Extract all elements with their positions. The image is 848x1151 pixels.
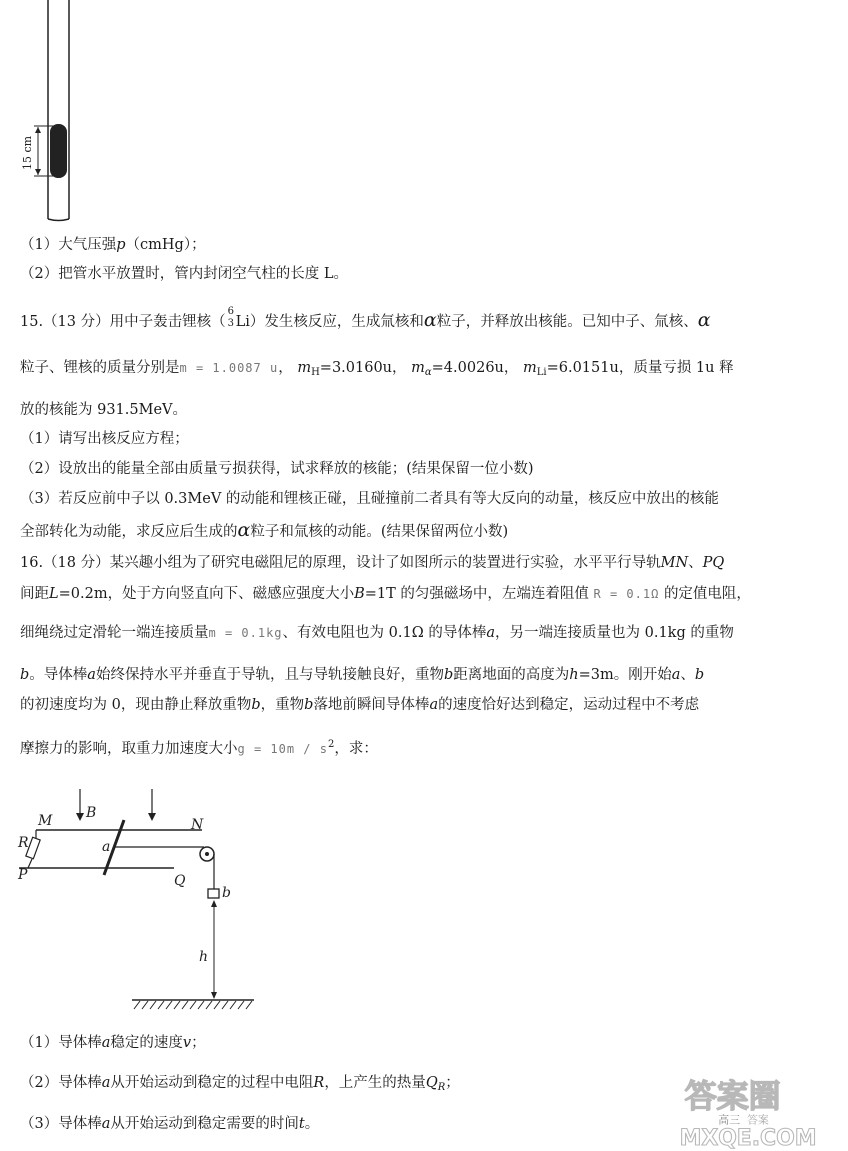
label-h: h <box>199 949 209 965</box>
label-B: B <box>86 805 97 821</box>
q15-masses: 粒子、锂核的质量分别是m = 1.0087 u， $m_H=3.0160u$， $m_\alpha=4.0026u$， $m_{Li}=6.0151u$，质量亏损 1u 释 <box>20 360 734 378</box>
mercury-column <box>50 124 67 178</box>
rail-figure <box>14 785 264 1015</box>
q15-sub1: （1）请写出核反应方程； <box>20 431 189 447</box>
q16-line1: 16.（18 分）某兴趣小组为了研究电磁阻尼的原理，设计了如图所示的装置进行实验，水平平行导轨MN、PQ <box>20 555 725 571</box>
tube-figure <box>14 0 74 222</box>
label-a: a <box>102 839 111 855</box>
label-P: P <box>18 867 28 883</box>
q16-sub3: （3）导体棒a从开始运动到稳定需要的时间t。 <box>20 1116 320 1132</box>
q16-line3: 细绳绕过定滑轮一端连接质量m = 0.1kg、有效电阻也为 0.1Ω 的导体棒a，另一端连接质量也为 0.1kg 的重物 <box>20 625 734 641</box>
label-b: b <box>222 885 231 901</box>
q15-sub3a: （3）若反应前中子以 0.3MeV 的动能和锂核正碰，且碰撞前二者具有等大反向的动量，核反应中放出的核能 <box>20 491 719 507</box>
watermark-tag: 高三 <box>718 1113 741 1127</box>
tube-scale-label: 15 cm <box>21 135 34 170</box>
q16-line4: b。导体棒a始终保持水平并垂直于导轨，且与导轨接触良好，重物b距离地面的高度为h=3m。刚开始a、b <box>20 667 705 683</box>
label-R: R <box>18 835 29 851</box>
watermark-logo <box>662 1069 842 1149</box>
q16-line5: 的初速度均为 0，现由静止释放重物b，重物b落地前瞬间导体棒a的速度恰好达到稳定，运动过程中不考虑 <box>20 697 700 713</box>
label-N: N <box>191 817 204 833</box>
watermark-tag2: 答案 <box>746 1113 769 1127</box>
label-M: M <box>38 813 53 829</box>
weight-b <box>208 889 219 898</box>
q16-line2: 间距L=0.2m，处于方向竖直向下、磁感应强度大小B=1T 的匀强磁场中，左端连着阻值 R = 0.1Ω 的定值电阻， <box>20 586 751 602</box>
watermark-url: MXQE.COM <box>679 1125 817 1149</box>
watermark-title: 答案圈 <box>684 1076 781 1115</box>
q15-sub3b: 全部转化为动能，求反应后生成的α粒子和氚核的动能。(结果保留两位小数) <box>20 519 509 541</box>
q15-sub2: （2）设放出的能量全部由质量亏损获得，试求释放的核能；(结果保留一位小数) <box>20 461 534 477</box>
q16-sub2: （2）导体棒a从开始运动到稳定的过程中电阻R，上产生的热量$Q_R$； <box>20 1075 460 1093</box>
q16-sub1: （1）导体棒a稳定的速度v； <box>20 1035 206 1051</box>
q14-sub2: （2）把管水平放置时，管内封闭空气柱的长度 L。 <box>20 266 348 282</box>
q16-line6: 摩擦力的影响，取重力加速度大小$g = 10m / s^2$，求： <box>20 739 378 757</box>
q14-sub1: （1）大气压强p（cmHg）； <box>20 237 206 253</box>
q15-head: 15.（13 分）用中子轰击锂核（ 6 3 Li）发生核反应，生成氚核和α粒子，并释放出核能。已知中子、氚核、α <box>20 306 711 331</box>
label-Q: Q <box>174 873 186 889</box>
q15-line3: 放的核能为 931.5MeV。 <box>20 402 188 418</box>
